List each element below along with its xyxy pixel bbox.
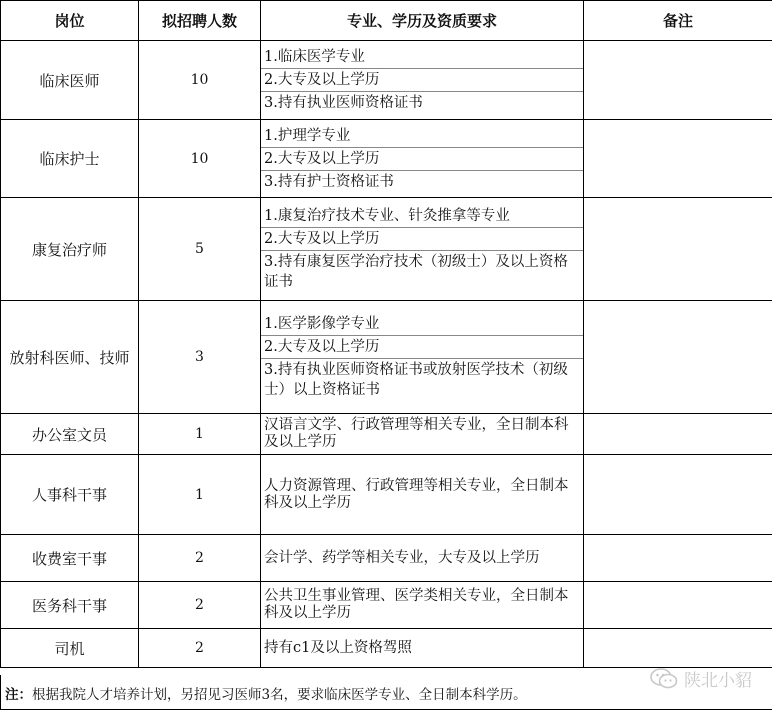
table-row	[1, 582, 772, 629]
note-cell	[584, 535, 772, 582]
table-row	[1, 414, 772, 455]
requirement-line: 2.大专及以上学历	[261, 148, 583, 171]
requirement-line: 3.持有康复医学治疗技术（初级士）及以上资格证书	[264, 254, 568, 290]
requirement-line: 1.护理学专业	[261, 125, 583, 148]
table-row	[1, 120, 772, 198]
table-row	[1, 41, 772, 120]
table-row	[1, 535, 772, 582]
count-cell: 2	[139, 629, 261, 668]
count-cell: 5	[139, 198, 261, 301]
watermark	[650, 666, 752, 691]
count-cell: 10	[139, 120, 261, 198]
table-row	[1, 198, 772, 301]
note-cell	[584, 629, 772, 668]
count-cell: 2	[139, 535, 261, 582]
table-row	[1, 455, 772, 535]
wechat-icon	[650, 668, 678, 690]
requirement-line: 2.大专及以上学历	[261, 336, 583, 359]
header-count: 拟招聘人数	[139, 1, 261, 41]
position-cell: 临床医师	[1, 41, 139, 120]
requirement-line: 1.临床医学专业	[261, 46, 583, 69]
requirement-line: 1.康复治疗技术专业、针灸推拿等专业	[261, 205, 583, 228]
position-cell: 医务科干事	[1, 582, 139, 629]
table-header-row	[1, 1, 772, 41]
requirements-cell	[261, 629, 584, 668]
table-row	[1, 301, 772, 414]
requirement-line: 1.医学影像学专业	[261, 313, 583, 336]
count-cell: 1	[139, 414, 261, 455]
requirements-cell	[261, 120, 584, 198]
count-cell: 2	[139, 582, 261, 629]
requirements-cell	[261, 582, 584, 629]
requirements-cell	[261, 198, 584, 301]
footnote-text	[5, 683, 527, 703]
position-cell: 人事科干事	[1, 455, 139, 535]
requirement-line: 公共卫生事业管理、医学类相关专业，全日制本科及以上学历	[264, 588, 569, 621]
requirements-cell	[261, 455, 584, 535]
note-cell	[584, 455, 772, 535]
requirements-cell	[261, 414, 584, 455]
note-cell	[584, 414, 772, 455]
note-cell	[584, 198, 772, 301]
footnote-body: 根据我院人才培养计划，另招见习医师3名，要求临床医学专业、全日制本科学历。	[32, 687, 527, 703]
requirements-cell	[261, 535, 584, 582]
requirement-line: 会计学、药学等相关专业，大专及以上学历	[264, 549, 540, 566]
requirement-line: 人力资源管理、行政管理等相关专业，全日制本科及以上学历	[264, 477, 569, 511]
header-note: 备注	[584, 1, 772, 41]
requirement-line: 3.持有执业医师资格证书或放射医学技术（初级士）以上资格证书	[264, 362, 568, 398]
requirement-line: 2.大专及以上学历	[261, 228, 583, 251]
position-cell: 司机	[1, 629, 139, 668]
note-cell	[584, 120, 772, 198]
position-cell: 康复治疗师	[1, 198, 139, 301]
requirements-cell	[261, 301, 584, 414]
requirement-line: 3.持有护士资格证书	[264, 173, 394, 190]
count-cell: 1	[139, 455, 261, 535]
footnote-label: 注：	[5, 687, 32, 703]
position-cell: 放射科医师、技师	[1, 301, 139, 414]
count-cell: 10	[139, 41, 261, 120]
requirement-line: 2.大专及以上学历	[261, 69, 583, 92]
requirement-line: 汉语言文学、行政管理等相关专业，全日制本科及以上学历	[264, 417, 569, 450]
table-row	[1, 629, 772, 668]
note-cell	[584, 582, 772, 629]
header-position: 岗位	[1, 1, 139, 41]
watermark-text: 陕北小貂	[684, 671, 752, 691]
count-cell: 3	[139, 301, 261, 414]
requirement-line: 持有c1及以上资格驾照	[264, 639, 412, 656]
header-requirements: 专业、学历及资质要求	[261, 1, 584, 41]
requirement-line: 3.持有执业医师资格证书	[264, 95, 423, 111]
position-cell: 临床护士	[1, 120, 139, 198]
position-cell: 收费室干事	[1, 535, 139, 582]
note-cell	[584, 301, 772, 414]
note-cell	[584, 41, 772, 120]
position-cell: 办公室文员	[1, 414, 139, 455]
requirements-cell	[261, 41, 584, 120]
